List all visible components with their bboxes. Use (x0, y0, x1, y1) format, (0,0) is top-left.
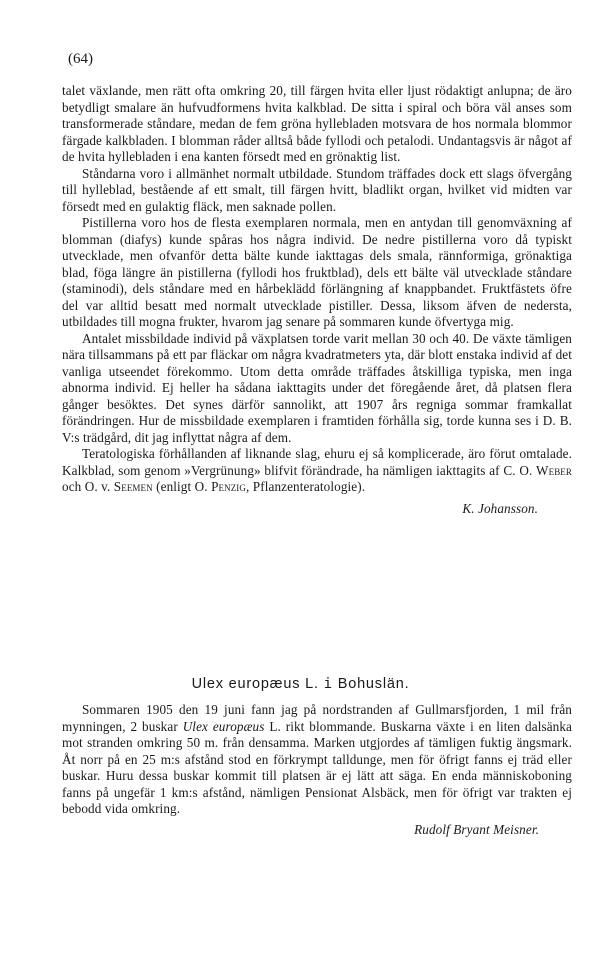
author-signature: Rudolf Bryant Meisner. (414, 821, 539, 837)
heading-species: Ulex europæus L. (191, 676, 319, 692)
author-name: Seemen (113, 479, 153, 494)
paragraph-text: och O. v. (62, 479, 114, 494)
paragraph (62, 702, 572, 818)
author-name: Penzig (211, 479, 247, 494)
signature-line (62, 496, 572, 518)
heading-location: Bohuslän. (337, 676, 410, 692)
paragraph: Pistillerna voro hos de flesta exemplaren normala, men en antydan till genomväxning af blomman (diafys) kunde spåras hos några individ. De nedre pistillerna voro då typiskt utvecklade, men ofvanför detta bälte kunde iakttagas dels smala, rännformiga, grönaktiga blad, föga längre än pistillerna (fyllodi hos fruktblad), dels ett bälte väl utvecklade ståndare (staminodi), dels ståndare med en hårbeklädd förlängning af knappbandet. Fruktfästets öfre del var alltid besatt med normalt utvecklade pistiller. Dessa, liksom äfven de nedersta, utbildades till mogna frukter, hvarom jag senare på sommaren kunde öfvertyga mig. (62, 215, 572, 329)
author-signature: K. Johansson. (462, 500, 538, 516)
heading-preposition: i (323, 676, 333, 692)
paragraph-text: Sommaren 1905 den 19 juni fann jag på nordstranden af Gullmarsfjorden, 1 mil från mynningen, 2 buskar (62, 702, 572, 734)
species-name: Ulex europæus (182, 718, 265, 734)
signature-line (62, 818, 572, 839)
paragraph (62, 446, 572, 496)
paragraph-text: L. rikt blommande. Buskarna växte i en liten dalsänka mot stranden omkring 50 m. från densamma. Marken utgjordes af tämligen fuktig ängsmark. Åt norr på en 25 m:s afstånd stod en förkrympt talldunge, men för öfrigt fanns ej träd eller buskar. Huru dessa buskar kommit till platsen är ej lätt att säga. En enda människoboning fanns på ungefär 1 km:s afstånd, nämligen Pensionat Alsbäck, men för öfrigt var trakten ej bebodd vida omkring. (62, 718, 572, 816)
paragraph: Ståndarna voro i allmänhet normalt utbildade. Stundom träffades dock ett slags öfvergång till hylleblad, bestående af ett smalt, till färgen hvitt, bladlikt organ, hvilket vid midten var försedt med en gulaktig fläck, men saknade pollen. (62, 165, 572, 214)
section-one-body (62, 83, 572, 517)
section-two-body (62, 702, 572, 838)
author-name: Weber (536, 462, 572, 478)
paragraph: talet växlande, men rätt ofta omkring 20, till färgen hvita eller ljust rödaktigt anlupna; de äro betydligt smalare än hufvudformens hvita kalkblad. De sitta i spiral och böra väl anses som transformerade ståndare, medan de fem gröna hyllebladen motsvara de hos normala blommor färgade kalkbladen. I blomman råder alltså både fyllodi och petalodi. Undantagsvis är något af de hvita hyllebladen i ena kanten försedt med en grönaktig list. (62, 83, 572, 164)
paragraph-text: , Pflanzenteratologie). (246, 479, 366, 494)
page-number: (64) (68, 51, 93, 67)
paragraph-text: (enligt O. (152, 479, 212, 494)
paragraph: Antalet missbildade individ på växplatsen torde varit mellan 30 och 40. De växte tämligen nära tillsammans på ett par fläckar om några kvadratmeters yta, där blott enstaka individ af det vanliga utseendet förekommo. Utom detta område träffades åtskilliga typiska, men inga abnorma individ. Ej heller ha sådana iakttagits under det föregående året, då platsen flera gånger besöktes. Det synes därför sannolikt, att 1907 års regniga sommar framkallat förändringen. Hur de missbildade exemplaren i framtiden förhålla sig, torde kunna ses i D. B. V:s trädgård, dit jag inflyttat några af dem. (62, 330, 572, 445)
article-heading (0, 676, 601, 692)
paragraph-text: Teratologiska förhållanden af liknande slag, ehuru ej så komplicerade, äro förut omtalade. Kalkblad, som genom »Vergrünung» blifvit förändrade, ha nämligen iakttagits af C. O. (62, 446, 572, 478)
